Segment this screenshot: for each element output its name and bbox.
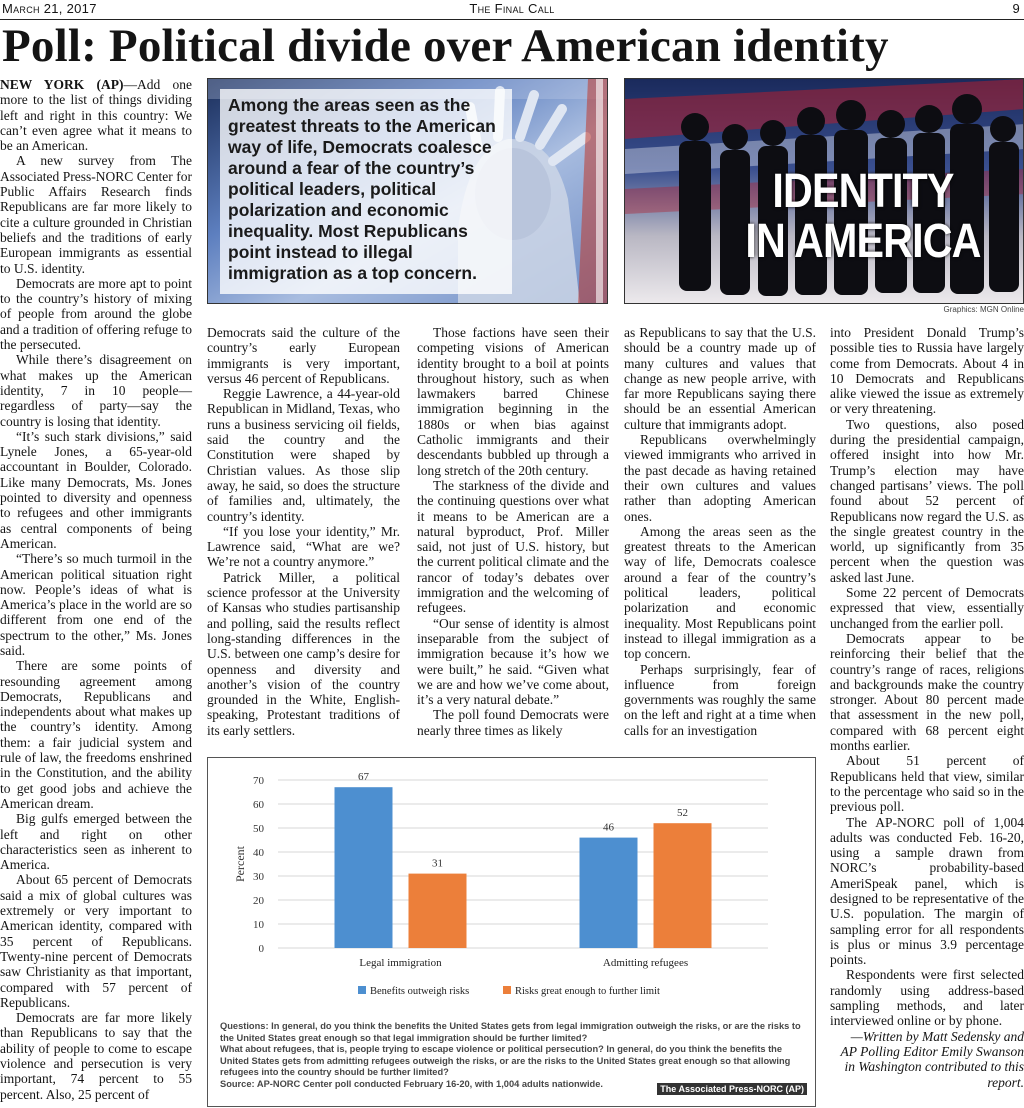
y-tick-label: 0 (258, 943, 264, 955)
paragraph: Big gulfs emerged between the left and right on other characteristics seen as inherent to America. (0, 811, 192, 873)
chart-notes (220, 1021, 810, 1091)
paragraph: Respondents were first selected randomly using address-based sampling methods, and later interviewed online or by phone. (830, 967, 1024, 1029)
paragraph: There are some points of resounding agreement among Democrats, Republicans and independents about what makes up the country’s identity. Among them: a fair judicial system and rule of law, the freedoms enshrined in the Constitution, and the ability to get good jobs and achieve the American dream. (0, 658, 192, 811)
paragraph: Democrats said the culture of the country’s early European immigrants is very important, versus 46 percent of Republicans. (207, 325, 400, 386)
legend-label: Risks great enough to further limit (515, 986, 660, 997)
paragraph: Perhaps surprisingly, fear of influence from foreign governments was roughly the same on the left and right at a time when calls for an investigation (624, 661, 816, 738)
paragraph: Some 22 percent of Democrats expressed that view, essentially unchanged from the earlier poll. (830, 585, 1024, 631)
lead-text: —Add one more to the list of things dividing left and right in this country: We can’t even agree what it means to be an American. (0, 77, 192, 154)
y-tick-label: 70 (253, 775, 264, 787)
article-column-4 (624, 325, 816, 738)
paragraph: The poll found Democrats were nearly three times as likely (417, 707, 609, 738)
masthead (0, 0, 1024, 20)
article-column-1 (0, 77, 192, 1102)
legend-swatch (358, 986, 366, 994)
y-tick-label: 20 (253, 895, 264, 907)
article-column-3 (417, 325, 609, 738)
paragraph: While there’s disagreement on what makes up the American identity, 7 in 10 people—regardless of party—say the country is losing that identity. (0, 352, 192, 429)
identity-in-america-photo (624, 78, 1024, 304)
photo-credit: Graphics: MGN Online (943, 305, 1024, 314)
article-column-2 (207, 325, 400, 738)
article-column-5 (830, 325, 1024, 1090)
poll-chart (207, 757, 816, 1107)
bar (335, 787, 393, 948)
y-tick-label: 60 (253, 799, 264, 811)
paragraph: The AP-NORC poll of 1,004 adults was conducted Feb. 16-20, using a sample drawn from NORC’s probability-based AmeriSpeak panel, which is designed to be representative of the U.S. population. The margin of sampling error for all respondents is plus or minus 3.9 percentage points. (830, 814, 1024, 968)
chart-note-source: Source: AP-NORC Center poll conducted February 16-20, with 1,004 adults nationwide. (220, 1078, 603, 1089)
chart-source-tag: The Associated Press-NORC (AP) (657, 1083, 807, 1095)
y-tick-label: 40 (253, 847, 264, 859)
dateline-paragraph (0, 77, 192, 153)
y-tick-label: 30 (253, 871, 264, 883)
dateline: NEW YORK (AP) (0, 77, 124, 92)
bar (654, 823, 712, 948)
paragraph: “If you lose your identity,” Mr. Lawrence said, “What are we? We’re not a country anymore.” (207, 523, 400, 570)
paragraph: into President Donald Trump’s possible ties to Russia have largely come from Democrats. About 4 in 10 Democrats and Republicans alike viewed the issue as extremely or very threatening. (830, 325, 1024, 417)
legend-label: Benefits outweigh risks (370, 986, 470, 997)
paper-name: The Final Call (469, 1, 555, 16)
bar-chart (208, 758, 817, 1018)
paragraph: Democrats appear to be reinforcing their belief that the country’s range of races, religions and backgrounds make the country stronger. About 80 percent made that assessment in the new poll, compared with 68 percent eight months earlier. (830, 630, 1024, 754)
paragraph: A new survey from The Associated Press-NORC Center for Public Affairs Research finds Republicans are far more likely to cite a culture grounded in Christian beliefs and the traditions of early European immigrants as essential to U.S. identity. (0, 153, 192, 276)
paragraph: The starkness of the divide and the continuing questions over what it means to be American are a natural byproduct, Prof. Miller said, not just of U.S. history, but the current political climate and the rancor of today’s debates over immigration and the welcoming of refugees. (417, 477, 609, 616)
photo-overlay-quote: Among the areas seen as the greatest threats to the American way of life, Democrats coalesce around a fear of the country’s political leaders, political polarization and economic inequality. Most Republicans point instead to illegal immigration as a top concern. (220, 89, 512, 294)
paragraph: “There’s so much turmoil in the American political situation right now. People’s ideas of what is America’s place in the world are so different from one end of the spectrum to the other,” Ms. Jones said. (0, 551, 192, 658)
identity-title (734, 167, 992, 267)
paragraph: Patrick Miller, a political science professor at the University of Kansas who studies partisanship and polling, said the results reflect long-standing differences in the U.S. between one camp’s desire for openness and diversity and another’s vision of the country grounded in the White, English-speaking, Protestant traditions of its early settlers. (207, 569, 400, 738)
paragraph: Democrats are far more likely than Republicans to say that the ability of people to come to escape violence and persecution is very important, 74 percent to 55 percent. Also, 25 percent of (0, 1010, 192, 1102)
paragraph: Republicans overwhelmingly viewed immigrants who arrived in the past decade as having retained their own cultures and values rather than adopting American ones. (624, 432, 816, 524)
paragraph: as Republicans to say that the U.S. should be a country made up of many cultures and values that change as new people arrive, with far more Republicans saying there should be an essential American culture that immigrants adopt. (624, 325, 816, 432)
paragraph: Two questions, also posed during the presidential campaign, offered insight into how Mr. Trump’s election may have changed partisans’ views. The poll found about 52 percent of Republicans now regard the U.S. as the single greatest country in the world, up significantly from 35 percent when the question was asked last June. (830, 416, 1024, 585)
paragraph: About 65 percent of Democrats said a mix of global cultures was extremely or very important to American identity, compared with 35 percent of Republicans. Twenty-nine percent of Democrats saw Christianity as that important, compared with 57 percent of Republicans. (0, 872, 192, 1010)
bar-value-label: 67 (358, 771, 369, 784)
identity-title-line-2: IN AMERICA (745, 215, 981, 268)
paragraph: About 51 percent of Republicans held that view, similar to the percentage who said so in the previous poll. (830, 753, 1024, 815)
paragraph: “It’s such stark divisions,” said Lynele Jones, a 65-year-old accountant in Boulder, Colorado. Like many Democrats, Ms. Jones pointed to diversity and openness to refugees and other immigrants as central components of being American. (0, 428, 192, 551)
page-number: 9 (1012, 1, 1020, 16)
y-axis-label: Percent (233, 846, 247, 882)
identity-title-line-1: IDENTITY (772, 165, 954, 218)
legend-swatch (503, 986, 511, 994)
y-tick-label: 50 (253, 823, 264, 835)
bar-value-label: 52 (677, 807, 688, 820)
issue-date: March 21, 2017 (2, 1, 97, 16)
chart-note-question-1: Questions: In general, do you think the benefits the United States gets from legal immigration outweigh the risks, or are the risks to the United States great enough so that legal immigration should be further limited? (220, 1021, 801, 1043)
bar-value-label: 46 (603, 821, 614, 834)
paragraph: Among the areas seen as the greatest threats to the American way of life, Democrats coalesce around a fear of the country’s political leaders, political polarization and economic inequality. Most Republicans point instead to illegal immigration as a top concern. (624, 523, 816, 662)
paragraph: “Our sense of identity is almost inseparable from the subject of immigration because it’s how we were built,” he said. “Given what we are and how we’ve come about, it’s a very natural debate.” (417, 615, 609, 708)
paragraph: Those factions have seen their competing visions of American identity brought to a boil at points throughout history, such as when lawmakers barred Chinese immigration beginning in the 1880s or when bias against Catholic immigrants and their descendants bubbled up through a long stretch of the 20th century. (417, 325, 609, 478)
headline: Poll: Political divide over American identity (2, 20, 889, 72)
byline: —Written by Matt Sedensky and AP Polling Editor Emily Swanson in Washington contributed to this report. (840, 1028, 1024, 1090)
statue-of-liberty-photo (207, 78, 608, 304)
bar (409, 874, 467, 948)
chart-note-question-2: What about refugees, that is, people trying to escape violence or political persecution? In general, do you think the benefits the United States gets from admitting refugees outweigh the risks, or are the risks to the United States great enough so that allowing refugees into the country should be further limited? (220, 1044, 791, 1078)
paragraph: Reggie Lawrence, a 44-year-old Republican in Midland, Texas, who runs a business servicing oil fields, said the country and the Constitution were shaped by Christian values. As those slip away, he said, so does the structure of families and, ultimately, the country’s identity. (207, 386, 400, 524)
x-category-label: Admitting refugees (602, 957, 689, 969)
y-tick-label: 10 (253, 919, 264, 931)
bar (580, 838, 638, 948)
x-category-label: Legal immigration (359, 957, 442, 969)
paragraph: Democrats are more apt to point to the country’s history of mixing of people from around the globe and a tradition of offering refuge to the persecuted. (0, 275, 192, 353)
bar-value-label: 31 (432, 857, 443, 870)
